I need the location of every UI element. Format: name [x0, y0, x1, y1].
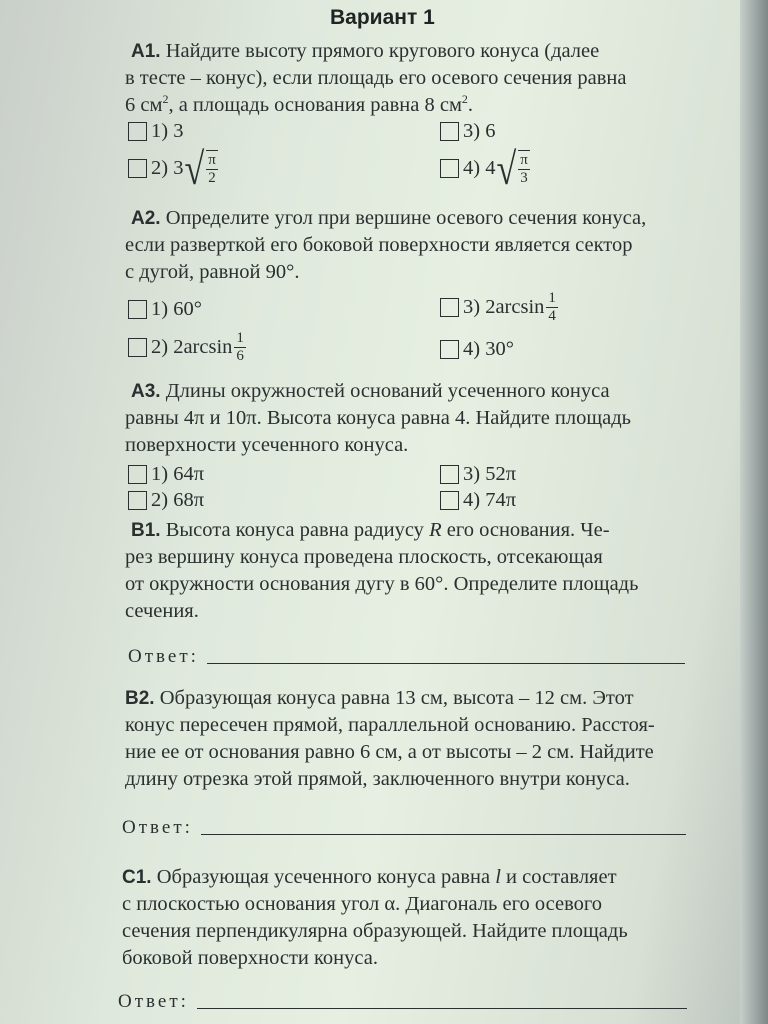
task-text: с дугой, равной 90°. — [125, 261, 300, 283]
option-number: 3) — [463, 296, 481, 318]
option-value: 60° — [173, 298, 202, 320]
task-label: В1. — [131, 520, 161, 541]
numerator: 1 — [548, 290, 556, 306]
task-a3 — [125, 378, 705, 459]
answer-field[interactable] — [118, 991, 687, 1013]
task-a2 — [125, 205, 705, 286]
denominator: 4 — [548, 308, 556, 324]
sqrt — [496, 143, 529, 194]
task-text: Длины окружностей оснований усеченного конуса — [165, 380, 610, 402]
fraction — [206, 150, 218, 187]
task-label: С1. — [122, 867, 152, 888]
answer-line[interactable] — [201, 833, 686, 835]
option-value: 30° — [485, 338, 514, 360]
task-text: . — [467, 94, 474, 116]
task-text: конус пересечен прямой, параллельной основанию. Расстоя- — [125, 714, 655, 736]
task-text: Образующая конуса равна 13 см, высота – 12 см. Этот — [159, 687, 634, 709]
option-number: 4) — [463, 489, 481, 511]
task-text: длину отрезка этой прямой, заключенного внутри конуса. — [125, 768, 630, 790]
option-checkbox[interactable] — [128, 143, 218, 194]
option-number: 2) — [151, 489, 169, 511]
option-number: 3) — [463, 120, 481, 142]
page-edge — [740, 0, 768, 1024]
answer-field[interactable] — [122, 817, 686, 839]
checkbox[interactable] — [440, 159, 459, 178]
checkbox[interactable] — [440, 340, 459, 359]
option-checkbox[interactable] — [128, 489, 204, 512]
task-text: Определите угол при вершине осевого сечения конуса, — [165, 207, 647, 229]
checkbox[interactable] — [440, 491, 459, 510]
checkbox[interactable] — [128, 338, 147, 357]
option-number: 4) — [463, 157, 481, 179]
sqrt — [184, 143, 217, 194]
option-number: 2) — [151, 157, 169, 179]
checkbox[interactable] — [128, 465, 147, 484]
checkbox[interactable] — [128, 122, 147, 141]
option-checkbox[interactable] — [440, 489, 516, 512]
option-value: 4 — [485, 157, 496, 179]
task-text: рез вершину конуса проведена плоскость, отсекающая — [125, 546, 603, 568]
task-b1 — [125, 517, 705, 625]
option-checkbox[interactable] — [128, 298, 202, 321]
option-value: 6 — [485, 120, 496, 142]
option-number: 1) — [151, 463, 169, 485]
answer-line[interactable] — [207, 662, 685, 664]
checkbox[interactable] — [440, 298, 459, 317]
fraction — [518, 150, 530, 187]
option-value: 2arcsin — [485, 296, 545, 318]
task-c1 — [122, 864, 702, 972]
task-text: если разверткой его боковой поверхности является сектор — [125, 234, 633, 256]
denominator: 3 — [520, 170, 528, 186]
radical-sign: √ — [496, 143, 517, 194]
option-number: 4) — [463, 338, 481, 360]
task-text: Найдите высоту прямого кругового конуса (далее — [165, 40, 600, 62]
option-checkbox[interactable] — [440, 338, 514, 361]
option-value: 52π — [485, 463, 517, 485]
checkbox[interactable] — [440, 122, 459, 141]
option-number: 3) — [463, 463, 481, 485]
superscript: 2 — [162, 92, 169, 107]
answer-field[interactable] — [128, 646, 685, 668]
answer-label: Ответ: — [128, 646, 199, 667]
option-checkbox[interactable] — [440, 143, 530, 194]
numerator: π — [208, 152, 216, 168]
task-label: А3. — [131, 381, 161, 402]
answer-label: Ответ: — [118, 991, 189, 1012]
task-text: равны 4π и 10π. Высота конуса равна 4. Найдите площадь — [125, 407, 632, 429]
option-checkbox[interactable] — [128, 120, 183, 143]
option-value: 3 — [173, 120, 184, 142]
denominator: 6 — [236, 348, 244, 364]
task-text: от окружности основания дугу в 60°. Определите площадь — [125, 573, 639, 595]
numerator: 1 — [236, 330, 244, 346]
task-label: А2. — [131, 208, 161, 229]
task-a1 — [125, 38, 705, 119]
option-checkbox[interactable] — [440, 290, 558, 325]
radical-sign: √ — [184, 143, 205, 194]
option-value: 2arcsin — [173, 336, 233, 358]
option-value: 64π — [173, 463, 205, 485]
task-text: боковой поверхности конуса. — [122, 947, 378, 969]
answer-label: Ответ: — [122, 817, 193, 838]
option-value: 3 — [173, 157, 184, 179]
task-b2 — [125, 685, 705, 793]
task-text: в тесте – конус), если площадь его осевого сечения равна — [125, 67, 627, 89]
task-text: его основания. Че- — [441, 519, 610, 541]
option-value: 74π — [485, 489, 517, 511]
task-text: сечения перпендикулярна образующей. Найдите площадь — [122, 920, 628, 942]
variable: l — [495, 866, 501, 888]
option-checkbox[interactable] — [440, 463, 516, 486]
task-text: поверхности усеченного конуса. — [125, 434, 409, 456]
checkbox[interactable] — [128, 300, 147, 319]
option-number: 2) — [151, 336, 169, 358]
superscript: 2 — [461, 92, 468, 107]
numerator: π — [520, 152, 528, 168]
option-checkbox[interactable] — [128, 463, 204, 486]
option-checkbox[interactable] — [128, 330, 246, 365]
task-text: и составляет — [500, 866, 617, 888]
task-text: ние ее от основания равно 6 см, а от высоты – 2 см. Найдите — [125, 741, 654, 763]
fraction — [546, 290, 558, 325]
option-number: 1) — [151, 298, 169, 320]
task-label: А1. — [131, 41, 161, 62]
page-title: Вариант 1 — [330, 6, 435, 29]
checkbox[interactable] — [128, 491, 147, 510]
task-text: , а площадь основания равна 8 см — [168, 94, 462, 116]
task-text: сечения. — [125, 600, 199, 622]
task-text: Образующая усеченного конуса равна — [156, 866, 496, 888]
task-text: 6 см — [125, 94, 163, 116]
denominator: 2 — [208, 170, 216, 186]
task-text: с плоскостью основания угол α. Диагональ его осевого — [122, 893, 603, 915]
option-value: 68π — [173, 489, 205, 511]
option-number: 1) — [151, 120, 169, 142]
variable: R — [429, 519, 442, 541]
task-text: Высота конуса равна радиусу — [165, 519, 430, 541]
checkbox[interactable] — [128, 159, 147, 178]
option-checkbox[interactable] — [440, 120, 495, 143]
checkbox[interactable] — [440, 465, 459, 484]
task-label: В2. — [125, 688, 155, 709]
answer-line[interactable] — [197, 1007, 687, 1009]
fraction — [234, 330, 246, 365]
